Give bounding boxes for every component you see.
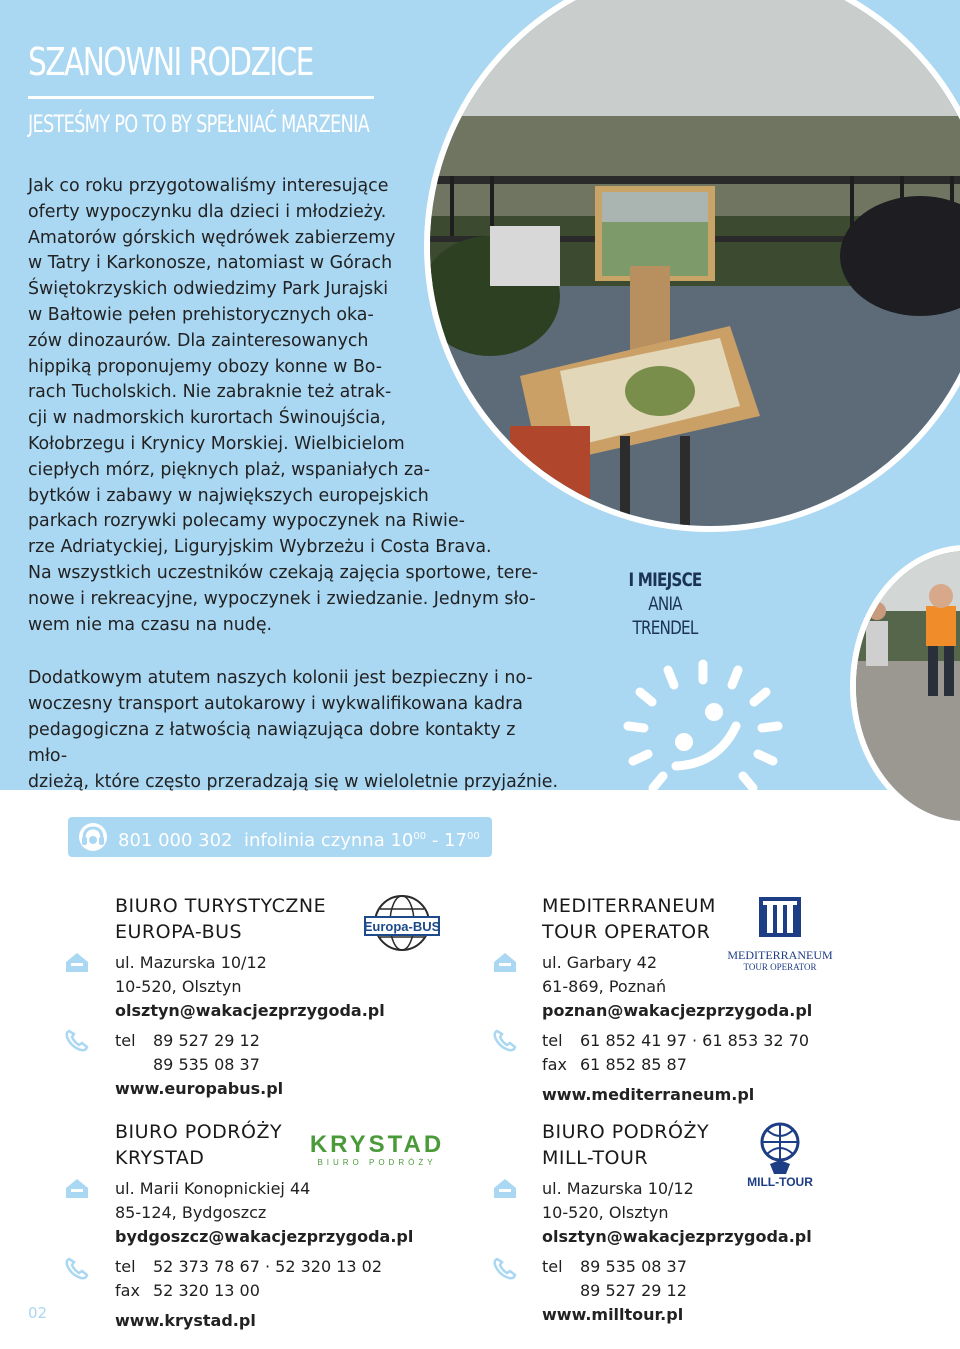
headset-icon xyxy=(76,821,110,853)
office-street: ul. Mazurska 10/12 xyxy=(542,1179,694,1198)
transport-line: dzieżą, które często przeradzają się w wieloletnie przyjaźnie. xyxy=(28,772,558,792)
intro-line: rach Tucholskich. Nie zabraknie też atrak- xyxy=(28,382,392,403)
office-name: MEDITERRANEUM xyxy=(542,895,716,917)
office-fax xyxy=(115,1279,515,1303)
photo-caption xyxy=(605,568,725,640)
transport-text xyxy=(28,665,558,795)
tel-label: tel xyxy=(542,1257,563,1276)
intro-line: wem nie ma czasu na nudę. xyxy=(28,614,273,635)
office-europa-bus xyxy=(115,893,515,1101)
intro-line: hippiką proponujemy obozy konne w Bo- xyxy=(28,356,383,377)
intro-line: zów dinozaurów. Dla zainteresowanych xyxy=(28,330,369,351)
fax-label: fax xyxy=(542,1055,567,1074)
intro-line: w Bałtowie pełen prehistorycznych oka- xyxy=(28,304,374,325)
mediterraneum-logo-subtext: TOUR OPERATOR xyxy=(743,962,817,972)
fax-label: fax xyxy=(115,1281,140,1300)
phone-icon xyxy=(492,1028,518,1052)
intro-line: Jak co roku przygotowaliśmy interesujące xyxy=(28,176,389,196)
tel-number-2: 89 527 29 12 xyxy=(580,1281,687,1300)
hotline-sup-end: 00 xyxy=(466,831,480,842)
tel-number: 89 535 08 37 xyxy=(580,1257,687,1276)
tel-label: tel xyxy=(542,1031,563,1050)
krystad-logo-text: KRYSTAD xyxy=(309,1131,445,1158)
office-email[interactable]: olsztyn@wakacjezprzygoda.pl xyxy=(542,1227,812,1246)
phone-icon xyxy=(64,1256,90,1280)
tel-number-2: 89 535 08 37 xyxy=(153,1055,260,1074)
office-name: TOUR OPERATOR xyxy=(542,921,711,943)
title-divider xyxy=(28,96,374,99)
intro-line: Amatorów górskich wędrówek zabierzemy xyxy=(28,227,396,248)
caption-award: I MIEJSCE xyxy=(628,569,702,591)
tel-number: 89 527 29 12 xyxy=(153,1031,260,1050)
phone-icon xyxy=(64,1028,90,1052)
intro-text xyxy=(28,174,558,638)
mill-tour-logo-text: MILL-TOUR xyxy=(747,1175,813,1189)
office-city: 10-520, Olsztyn xyxy=(115,977,242,996)
intro-line: Kołobrzegu i Krynicy Morskiej. Wielbicielom xyxy=(28,433,405,454)
page-number: 02 xyxy=(28,1304,48,1322)
tel-number: 52 373 78 67 · 52 320 13 02 xyxy=(153,1257,383,1276)
intro-line: Na wszystkich uczestników czekają zajęcia sportowe, tere- xyxy=(28,562,539,583)
smiling-sun-icon xyxy=(618,656,788,806)
intro-line: nowe i rekreacyjne, wypoczynek i zwiedzanie. Jednym sło- xyxy=(28,588,536,609)
page-subtitle: JESTEŚMY PO TO BY SPEŁNIAĆ MARZENIA xyxy=(28,110,369,138)
office-www[interactable]: www.europabus.pl xyxy=(115,1079,284,1098)
office-www[interactable]: www.krystad.pl xyxy=(115,1311,256,1330)
tel-label: tel xyxy=(115,1257,136,1276)
hotline-text xyxy=(118,817,480,861)
transport-line: Dodatkowym atutem naszych kolonii jest bezpieczny i no- xyxy=(28,668,533,688)
office-email[interactable]: poznan@wakacjezprzygoda.pl xyxy=(542,1001,813,1020)
hotline-bar xyxy=(68,817,492,857)
house-icon xyxy=(64,950,90,974)
transport-line: pedagogiczna z łatwością nawiązująca dobre kontakty z mło- xyxy=(28,720,516,766)
intro-line: w Tatry i Karkonosze, natomiast w Górach xyxy=(28,253,393,274)
office-city: 61-869, Poznań xyxy=(542,977,667,996)
office-email[interactable]: bydgoszcz@wakacjezprzygoda.pl xyxy=(115,1227,414,1246)
office-name: BIURO PODRÓŻY xyxy=(542,1121,710,1143)
krystad-logo-subtext: BIURO PODRÓŻY xyxy=(317,1158,437,1167)
office-www[interactable]: www.milltour.pl xyxy=(542,1305,684,1324)
office-tel xyxy=(542,1255,942,1279)
office-street: ul. Garbary 42 xyxy=(542,953,657,972)
mill-tour-logo xyxy=(740,1120,820,1192)
hotline-sup-start: 00 xyxy=(413,831,427,842)
office-www[interactable]: www.mediterraneum.pl xyxy=(542,1085,755,1104)
office-street: ul. Mazurska 10/12 xyxy=(115,953,267,972)
office-tel xyxy=(542,1029,942,1053)
intro-line: bytków i zabawy w największych europejskich xyxy=(28,485,429,506)
office-email[interactable]: olsztyn@wakacjezprzygoda.pl xyxy=(115,1001,385,1020)
fax-number: 52 320 13 00 xyxy=(153,1281,260,1300)
office-name: BIURO TURYSTYCZNE xyxy=(115,895,327,917)
mediterraneum-logo-text: MEDITERRANEUM xyxy=(727,948,833,962)
intro-line: Świętokrzyskich odwiedzimy Park Jurajski xyxy=(28,279,389,300)
page-title: SZANOWNI RODZICE xyxy=(28,40,313,84)
intro-line: parkach rozrywki polecamy wypoczynek na Riwie- xyxy=(28,511,465,532)
tel-label: tel xyxy=(115,1031,136,1050)
caption-author: ANIA TRENDEL xyxy=(632,593,698,639)
hotline-dash: - 17 xyxy=(426,830,467,851)
mediterraneum-logo xyxy=(725,893,835,973)
krystad-logo xyxy=(303,1126,451,1168)
office-street: ul. Marii Konopnickiej 44 xyxy=(115,1179,311,1198)
house-icon xyxy=(64,1176,90,1200)
office-name: EUROPA-BUS xyxy=(115,921,243,943)
hotline-hours: infolinia czynna 10 xyxy=(243,830,414,851)
office-fax xyxy=(542,1053,942,1077)
office-name: MILL-TOUR xyxy=(542,1147,649,1169)
office-city: 85-124, Bydgoszcz xyxy=(115,1203,267,1222)
europa-bus-logo xyxy=(362,893,442,953)
house-icon xyxy=(492,1176,518,1200)
office-name: BIURO PODRÓŻY xyxy=(115,1121,283,1143)
transport-line: woczesny transport autokarowy i wykwalifikowana kadra xyxy=(28,694,523,714)
intro-line: rze Adriatyckiej, Liguryjskim Wybrzeżu i Costa Brava. xyxy=(28,537,492,558)
intro-line: cji w nadmorskich kurortach Świnoujścia, xyxy=(28,408,386,429)
tel-number: 61 852 41 97 · 61 853 32 70 xyxy=(580,1031,810,1050)
intro-line: oferty wypoczynku dla dzieci i młodzieży. xyxy=(28,201,387,222)
europa-bus-logo-text: Europa-BUS xyxy=(363,919,441,934)
fax-number: 61 852 85 87 xyxy=(580,1055,687,1074)
office-name: KRYSTAD xyxy=(115,1147,205,1169)
house-icon xyxy=(492,950,518,974)
office-tel xyxy=(115,1029,515,1053)
intro-line: ciepłych mórz, pięknych plaż, wspaniałych za- xyxy=(28,459,431,480)
phone-icon xyxy=(492,1256,518,1280)
hotline-number: 801 000 302 xyxy=(118,830,233,851)
office-tel xyxy=(115,1255,515,1279)
office-city: 10-520, Olsztyn xyxy=(542,1203,669,1222)
